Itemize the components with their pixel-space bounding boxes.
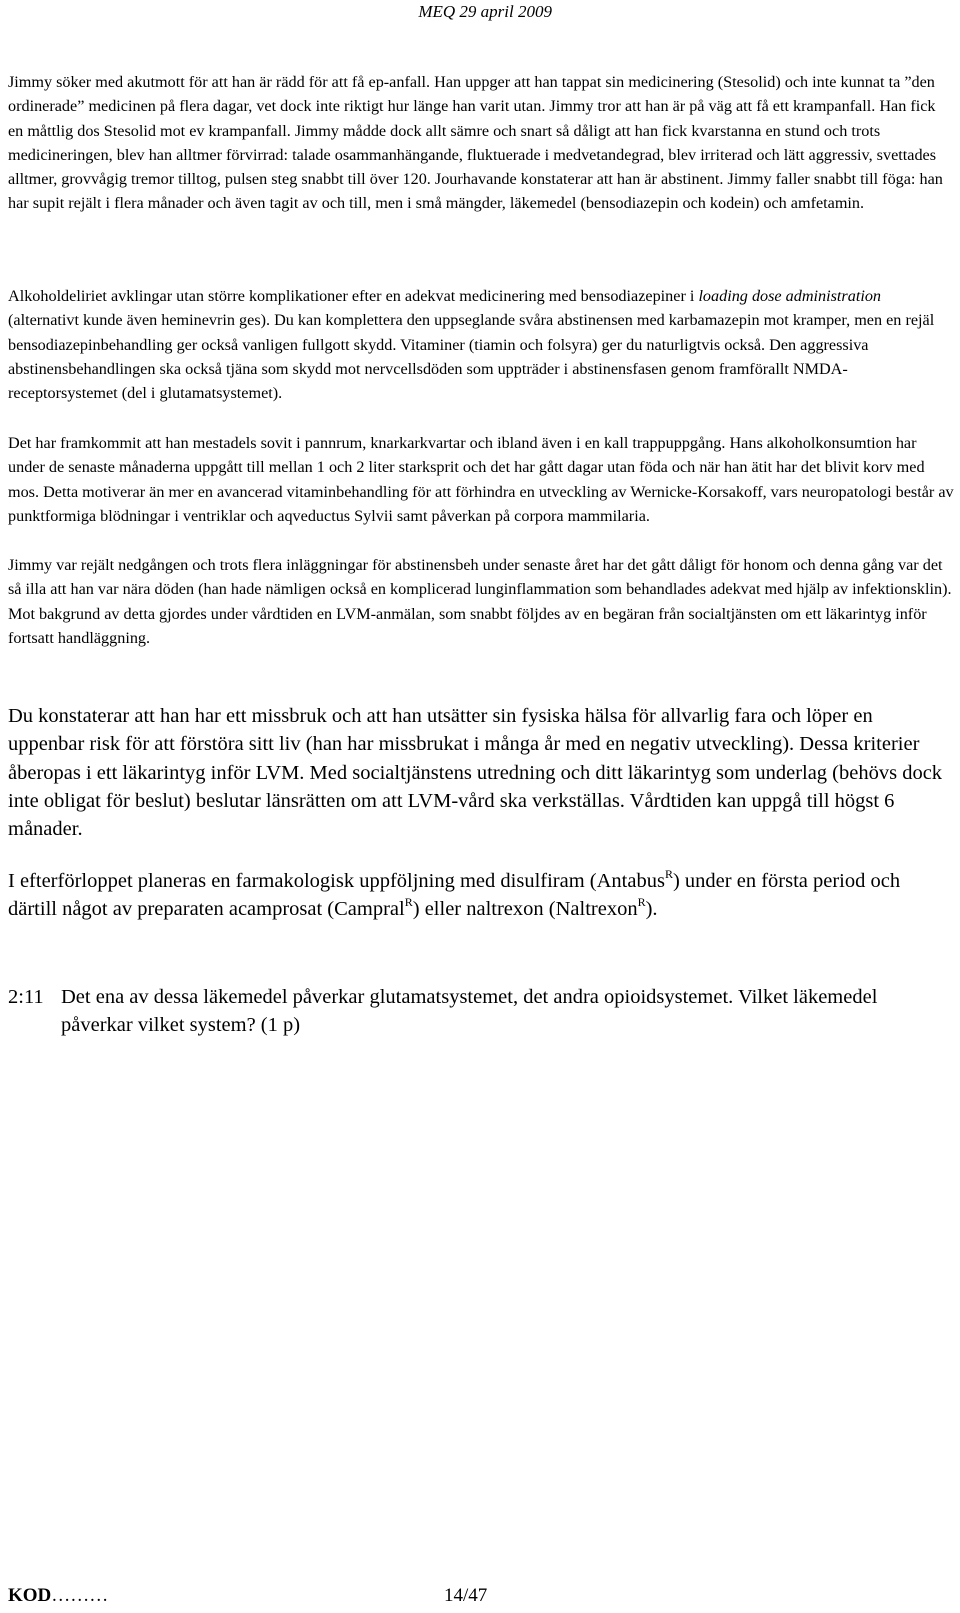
registered-superscript: R	[664, 867, 673, 881]
paragraph-text: ).	[645, 898, 658, 921]
paragraph-lvm-report: Jimmy var rejält nedgången och trots flera inläggningar för abstinensbeh under senaste året har det gått dåligt för honom och denna gång var det så illa att han var nära döden (han hade nämligen också en komplicerad lunginflammation som behandlades adekvat med hjälp av infektionsklin). Mot bakgrund av detta gjordes under vårdtiden en LVM-anmälan, som snabbt följdes av en begäran från socialtjänsten om ett läkarintyg inför fortsatt handläggning.	[8, 556, 952, 647]
paragraph-case-history: Jimmy söker med akutmott för att han är rädd för att få ep-anfall. Han uppger att han tappat sin medicinering (Stesolid) och inte kunnat ta ”den ordinerade” medicinen på flera dagar, vet dock inte riktigt hur länge han varit utan. Jimmy tror att han är på väg att få ett krampanfall. Han fick en måttlig dos Stesolid mot ev krampanfall. Jimmy mådde dock allt sämre och snart så dåligt att han fick kvarstanna en stund och trots medicineringen, blev han alltmer förvirrad: talade osammanhängande, fluktuerade i medvetandegrad, blev irriterad och lätt aggressiv, svettades alltmer, grovvågig tremor tilltog, pulsen steg snabbt till över 120. Jourhavande konstaterar att han är abstinent. Jimmy faller snabbt till föga: han har supit rejält i flera månader och även tagit av och till, men i små mängder, läkemedel (bensodiazepin och kodein) och amfetamin.	[8, 73, 943, 213]
page-header: MEQ 29 april 2009	[418, 2, 552, 21]
paragraph-text: ) eller naltrexon (Naltrexon	[412, 898, 638, 921]
italic-term: loading dose administration	[698, 287, 882, 305]
paragraph-living-conditions: Det har framkommit att han mestadels sovit i pannrum, knarkarkvartar och ibland även i en kall trappuppgång. Hans alkoholkonsumtion har under de senaste månaderna uppgått till mellan 1 och 2 liter starksprit och det har gått dagar utan föda och när han ätit har det blivit korv med mos. Detta motiverar än mer en avancerad vitaminbehandling för att förhindra en utveckling av Wernicke-Korsakoff, vars neuropatologi består av punktformiga blödningar i ventriklar och aqveductus Sylvii samt påverkan på corpora mammilaria.	[8, 434, 954, 525]
paragraph-delirium-treatment	[8, 284, 954, 405]
kod-label: KOD	[8, 1585, 52, 1606]
registered-superscript: R	[637, 895, 646, 910]
paragraph-text: (alternativt kunde även heminevrin ges). Du kan komplettera den uppseglande svåra abstinensen med karbamazepin mot kramper, men en rejäl bensodiazepinbehandling ger också vanligen fullgott skydd. Vitaminer (tiamin och folsyra) ger du naturligtvis också. Den aggressiva abstinensbehandlingen ska också tjäna som skydd mot nervcellsdöden som uppträder i abstinensfasen genom framförallt NMDA-receptorsystemet (del i glutamatsystemet).	[8, 311, 935, 403]
question-text: Det ena av dessa läkemedel påverkar glutamatsystemet, det andra opioidsystemet. Vilket läkemedel påverkar vilket system? (1 p)	[61, 986, 878, 1037]
question-number: 2:11	[8, 986, 44, 1008]
registered-superscript: R	[404, 895, 413, 910]
paragraph-text: I efterförloppet planeras en farmakologisk uppföljning med disulfiram (Antabus	[8, 870, 665, 892]
footer-kod	[8, 1585, 108, 1607]
paragraph-text: ) under en första period och därtill något av preparaten acamprosat (Campral	[8, 870, 901, 921]
paragraph-lvm-decision: Du konstaterar att han har ett missbruk och att han utsätter sin fysiska hälsa för allvarlig fara och löper en uppenbar risk för att förstöra sitt liv (han har missbrukat i många år med en negativ utveckling). Dessa kriterier åberopas i ett läkarintyg inför LVM. Med socialtjänstens utredning och ditt läkarintyg som underlag (behövs dock inte obligat för beslut) beslutar länsrätten om att LVM-vård ska verkställas. Vårdtiden kan uppgå till högst 6 månader.	[8, 705, 943, 841]
paragraph-followup	[8, 867, 952, 924]
kod-dots: ………	[51, 1585, 109, 1606]
page-number: 14/47	[444, 1585, 488, 1606]
paragraph-text: Alkoholdeliriet avklingar utan större komplikationer efter en adekvat medicinering med bensodiazepiner i	[8, 287, 695, 305]
